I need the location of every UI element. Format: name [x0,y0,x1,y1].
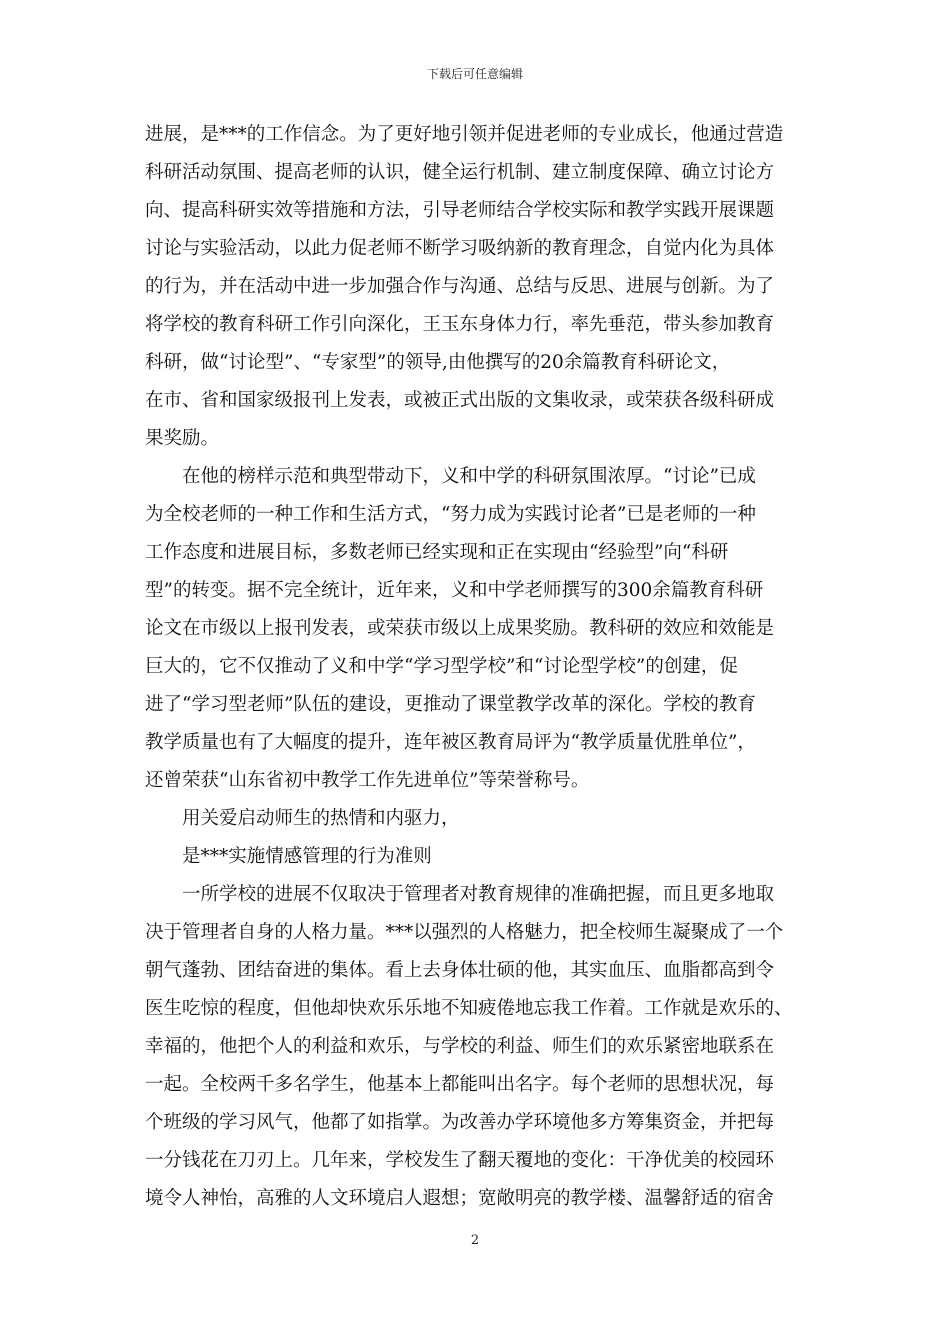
text-line: 幸福的，他把个人的利益和欢乐，与学校的利益、师生们的欢乐紧密地联系在 [145,1036,775,1057]
text-line: 用关爱启动师生的热情和内驱力， [182,808,460,829]
text-line: 医生吃惊的程度，但他却快欢乐乐地不知疲倦地忘我工作着。工作就是欢乐的、 [145,998,793,1019]
text-line: 进了“学习型老师”队伍的建设，更推动了课堂教学改革的深化。学校的教育 [145,694,756,715]
page-number: 2 [470,1233,480,1248]
page-footer [0,1232,950,1250]
text-line: 个班级的学习风气，他都了如指掌。为改善办学环境他多方筹集资金，并把每 [145,1112,775,1133]
text-line: 论文在市级以上报刊发表，或荣获市级以上成果奖励。教科研的效应和效能是 [145,618,775,639]
text-line: 在他的榜样示范和典型带动下，义和中学的科研氛围浓厚。“讨论”已成 [182,466,756,487]
text-line: 科研活动氛围、提高老师的认识，健全运行机制、建立制度保障、确立讨论方 [145,162,775,183]
text-line: 果奖励。 [145,428,220,449]
text-line: 讨论与实验活动，以此力促老师不断学习吸纳新的教育理念，自觉内化为具体 [145,238,775,259]
text-line: 一分钱花在刀刃上。几年来，学校发生了翻天覆地的变化：干净优美的校园环 [145,1150,775,1171]
text-line: 工作态度和进展目标，多数老师已经实现和正在实现由“经验型”向“科研 [145,542,729,563]
text-line: 进展，是***的工作信念。为了更好地引领并促进老师的专业成长，他通过营造 [145,124,784,145]
text-line: 在市、省和国家级报刊上发表，或被正式出版的文集收录，或荣获各级科研成 [145,390,775,411]
text-line: 一起。全校两千多名学生，他基本上都能叫出名字。每个老师的思想状况，每 [145,1074,775,1095]
text-line: 科研，做“讨论型”、“专家型”的领导,由他撰写的20余篇教育科研论文， [145,352,731,373]
text-line: 的行为，并在活动中进一步加强合作与沟通、总结与反思、进展与创新。为了 [145,276,775,297]
text-line: 决于管理者自身的人格力量。***以强烈的人格魅力，把全校师生凝聚成了一个 [145,922,784,943]
text-line: 为全校老师的一种工作和生活方式，“努力成为实践讨论者”已是老师的一种 [145,504,756,525]
text-line: 向、提高科研实效等措施和方法，引导老师结合学校实际和教学实践开展课题 [145,200,775,221]
text-line: 将学校的教育科研工作引向深化，王玉东身体力行，率先垂范，带头参加教育 [145,314,775,335]
text-line: 一所学校的进展不仅取决于管理者对教育规律的准确把握，而且更多地取 [182,884,775,905]
header-note: 下载后可任意编辑 [426,67,523,81]
text-line: 是***实施情感管理的行为准则 [182,846,432,867]
text-line: 型”的转变。据不完全统计，近年来，义和中学老师撰写的300余篇教育科研 [145,580,764,601]
text-line: 教学质量也有了大幅度的提升，连年被区教育局评为“教学质量优胜单位”， [145,732,756,753]
text-line: 巨大的，它不仅推动了义和中学“学习型学校”和“讨论型学校”的创建，促 [145,656,738,677]
page-header [0,66,950,82]
text-line: 朝气蓬勃、团结奋进的集体。看上去身体壮硕的他，其实血压、血脂都高到令 [145,960,775,981]
document-body [145,116,807,1218]
text-line: 还曾荣获“山东省初中教学工作先进单位”等荣誉称号。 [145,770,590,791]
text-line: 境令人神怡，高雅的人文环境启人遐想；宽敞明亮的教学楼、温馨舒适的宿舍 [145,1188,775,1209]
